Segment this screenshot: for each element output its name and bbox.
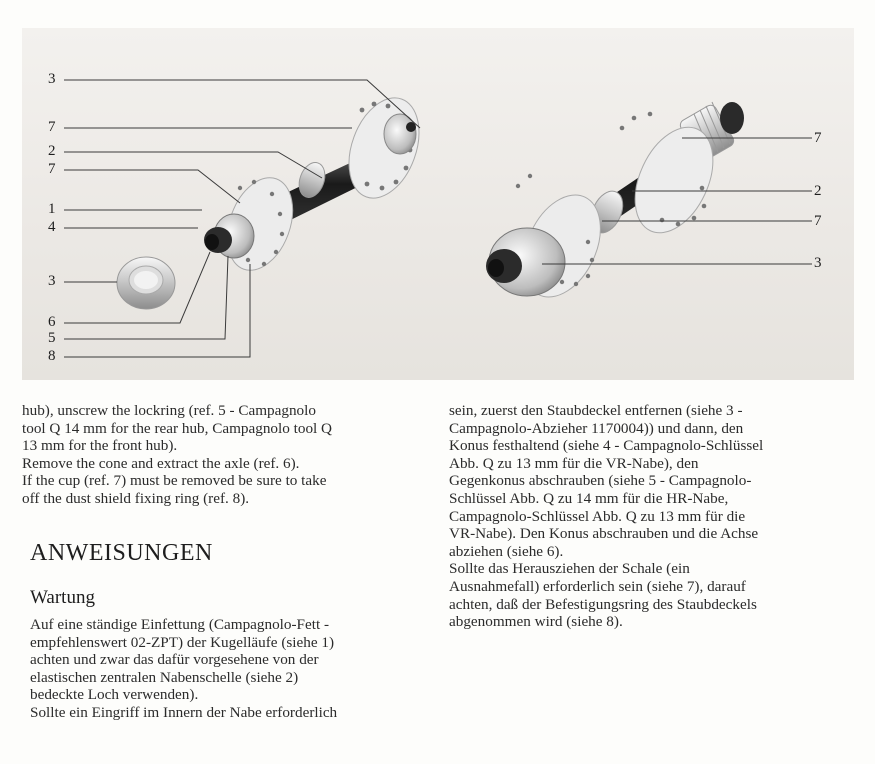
text-line: achten, daß der Befestigungsring des Staubdeckels: [449, 595, 757, 613]
callout-6-axle: 6: [48, 314, 56, 330]
text-line: hub), unscrew the lockring (ref. 5 - Campagnolo: [22, 402, 316, 419]
text-line: 13 mm for the front hub).: [22, 437, 178, 455]
text-line: Sollte das Herausziehen der Schale (ein: [449, 560, 690, 578]
callout-r-2: 2: [814, 183, 822, 199]
text-line: abziehen (siehe 6).: [449, 542, 564, 560]
hub-photo: [22, 28, 854, 380]
callout-7-cup-left: 7: [48, 161, 56, 177]
callout-2-clamp: 2: [48, 143, 56, 159]
callout-r-7: 7: [814, 130, 822, 146]
callout-8-fixing-ring: 8: [48, 348, 56, 364]
text-line: empfehlenswert 02-ZPT) der Kugelläufe (siehe 1): [30, 633, 335, 651]
callout-r-7b: 7: [814, 213, 822, 229]
callout-1-bearing: 1: [48, 201, 56, 217]
text-line: Ausnahmefall) erforderlich sein (siehe 7), darauf: [449, 577, 746, 595]
text-line: Abb. Q zu 13 mm für die VR-Nabe), den: [449, 454, 699, 472]
text-line: Campagnolo-Schlüssel Abb. Q zu 13 mm für die: [449, 507, 746, 525]
callout-7-cup: 7: [48, 119, 56, 135]
callout-5-locknut: 5: [48, 330, 56, 346]
text-line: Remove the cone and extract the axle (ref. 6).: [22, 454, 300, 472]
callout-3-dust-cap-loose: 3: [48, 273, 56, 289]
text-line: Konus festhaltend (siehe 4 - Campagnolo-Schlüssel: [449, 437, 764, 455]
rear-hub-drawing: [486, 102, 744, 309]
text-line: off the dust shield fixing ring (ref. 8).: [22, 489, 250, 507]
text-line: VR-Nabe). Den Konus abschrauben und die Achse: [449, 525, 759, 543]
hub-illustration: [22, 28, 854, 380]
german-instructions-right: [449, 402, 849, 631]
callout-r-3: 3: [814, 255, 822, 271]
text-line: Schlüssel Abb. Q zu 14 mm für die HR-Nabe,: [449, 489, 729, 507]
callout-4-cone: 4: [48, 219, 56, 235]
text-line: tool Q 14 mm for the rear hub, Campagnolo tool Q: [22, 419, 333, 437]
front-hub-drawing: [117, 88, 432, 309]
text-line: elastischen zentralen Nabenschelle (siehe 2): [30, 668, 299, 686]
text-line: Sollte ein Eingriff im Innern der Nabe erforderlich: [30, 703, 338, 721]
text-line: Auf eine ständige Einfettung (Campagnolo-Fett -: [30, 616, 330, 633]
section-heading: ANWEISUNGEN: [30, 540, 213, 566]
subsection-heading: Wartung: [30, 587, 95, 608]
text-line: Campagnolo-Abzieher 1170004)) und dann, den: [449, 419, 744, 437]
english-instructions: [22, 402, 432, 508]
text-line: achten und zwar das dafür vorgesehene von der: [30, 651, 319, 669]
german-instructions-left: [30, 616, 450, 722]
callout-3-dust-cap: 3: [48, 71, 56, 87]
text-line: abgenommen wird (siehe 8).: [449, 613, 623, 631]
text-line: bedeckte Loch verwenden).: [30, 686, 199, 704]
text-line: If the cup (ref. 7) must be removed be sure to take: [22, 472, 327, 490]
text-line: Gegenkonus abschrauben (siehe 5 - Campagnolo-: [449, 472, 752, 490]
text-line: sein, zuerst den Staubdeckel entfernen (siehe 3 -: [449, 402, 743, 419]
